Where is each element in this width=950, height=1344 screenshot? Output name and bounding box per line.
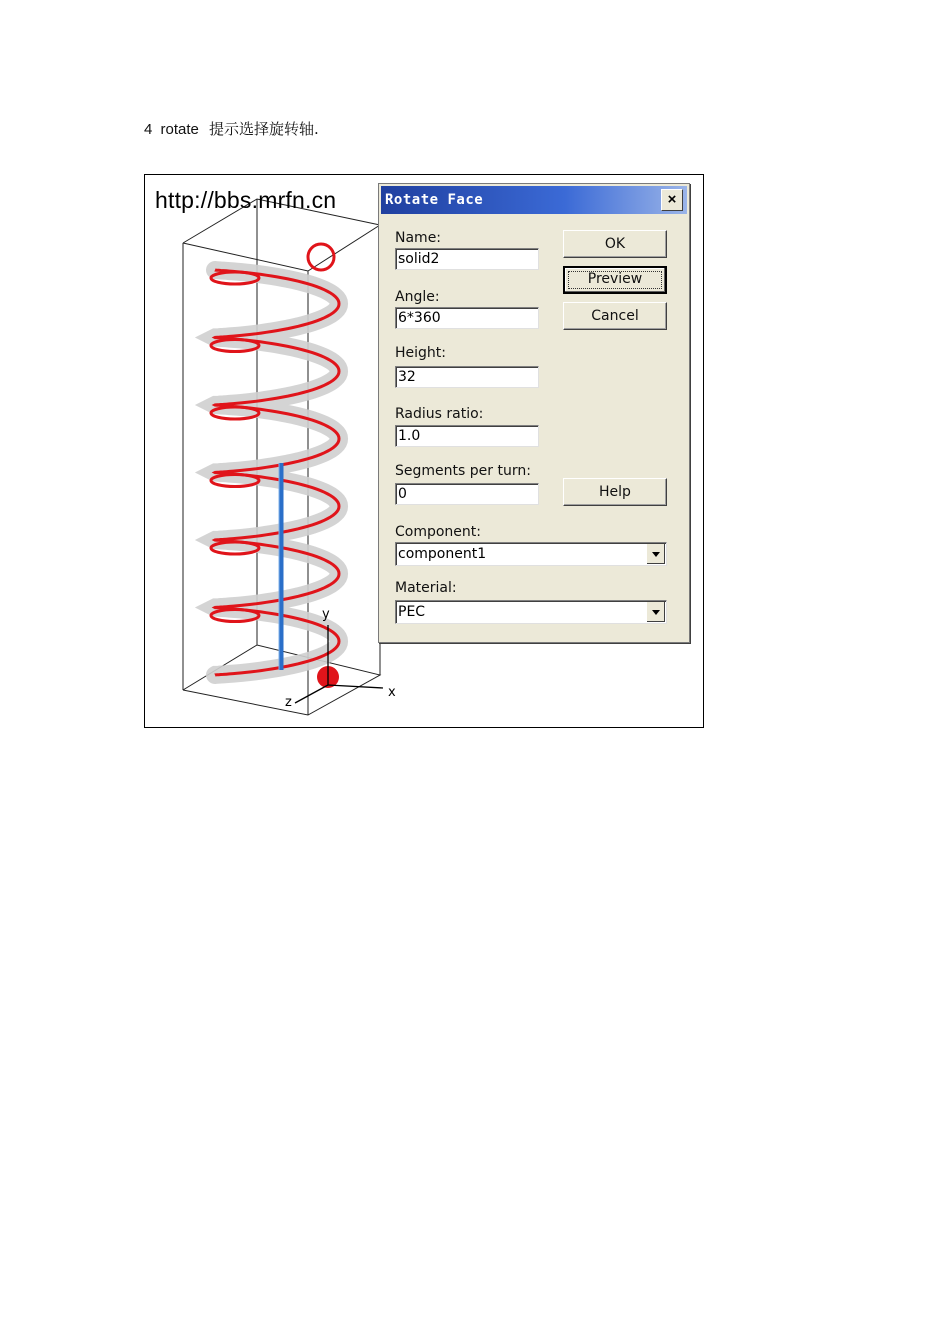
preview-button[interactable] xyxy=(563,266,667,294)
name-label: Name: xyxy=(395,230,442,246)
axis-label-y: y xyxy=(322,607,330,622)
height-field[interactable]: 32 xyxy=(395,366,539,388)
component-select[interactable] xyxy=(395,542,667,566)
caption-number: 4 xyxy=(144,121,153,138)
axis-label-x: x xyxy=(388,685,396,700)
cancel-button[interactable]: Cancel xyxy=(563,302,667,330)
preview-button-label: Preview xyxy=(587,271,643,287)
material-value: PEC xyxy=(398,604,426,620)
name-field[interactable]: solid2 xyxy=(395,248,539,270)
angle-label: Angle: xyxy=(395,289,440,305)
material-dropdown-icon[interactable] xyxy=(646,602,665,622)
axis-label-z: z xyxy=(285,695,292,710)
dialog-titlebar[interactable] xyxy=(381,186,687,214)
segments-label: Segments per turn: xyxy=(395,463,531,479)
dialog-title: Rotate Face xyxy=(385,192,484,208)
rotate-face-dialog xyxy=(378,183,690,643)
caption-text: 提示选择旋转轴. xyxy=(209,120,319,138)
ok-button[interactable]: OK xyxy=(563,230,667,258)
watermark-url: http://bbs.mrfn.cn xyxy=(155,187,337,213)
angle-field[interactable]: 6*360 xyxy=(395,307,539,329)
component-label: Component: xyxy=(395,524,481,540)
height-label: Height: xyxy=(395,345,446,361)
caption-command: rotate xyxy=(160,121,199,138)
radius-ratio-label: Radius ratio: xyxy=(395,406,484,422)
focus-rectangle xyxy=(568,271,662,289)
close-button[interactable]: × xyxy=(661,189,683,211)
segments-field[interactable]: 0 xyxy=(395,483,539,505)
caption xyxy=(144,118,319,139)
material-label: Material: xyxy=(395,580,457,596)
component-value: component1 xyxy=(398,546,487,562)
help-button[interactable]: Help xyxy=(563,478,667,506)
radius-ratio-field[interactable]: 1.0 xyxy=(395,425,539,447)
component-dropdown-icon[interactable] xyxy=(646,544,665,564)
material-select[interactable] xyxy=(395,600,667,624)
